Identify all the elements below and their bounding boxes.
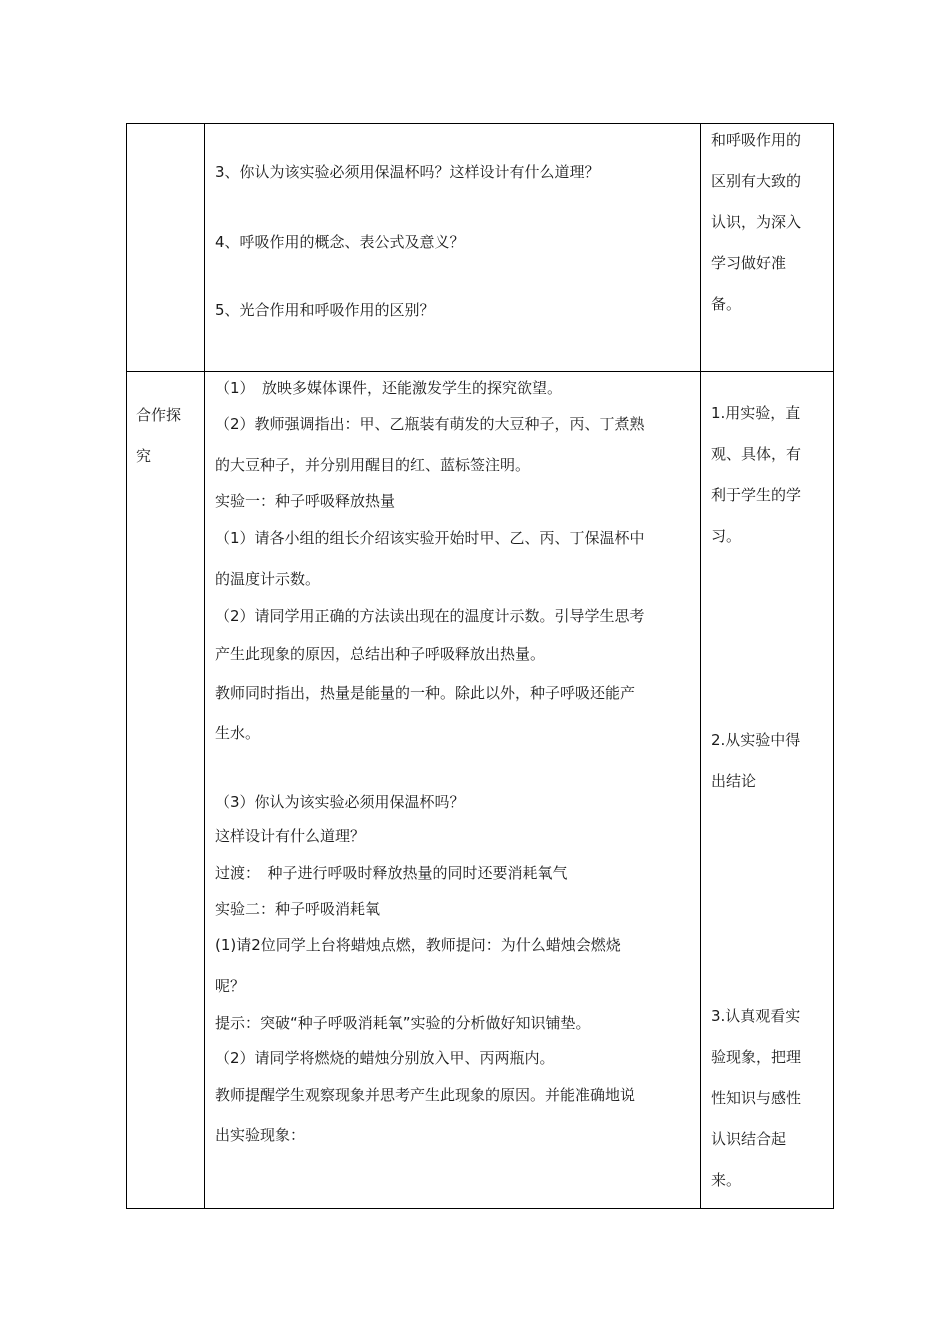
body-line: （3）你认为该实验必须用保温杯吗？ <box>215 793 465 811</box>
body-line: 实验二：种子呼吸消耗氧 <box>215 900 381 918</box>
row2-note-line: 观、具体，有 <box>711 445 802 463</box>
body-line: 的大豆种子，并分别用醒目的红、蓝标签注明。 <box>215 456 531 474</box>
body-line: 呢？ <box>215 977 246 995</box>
body-line: （2）请同学用正确的方法读出现在的温度计示数。引导学生思考 <box>215 607 645 625</box>
row2-note-line: 验现象，把理 <box>711 1048 802 1066</box>
body-line: 教师同时指出，热量是能量的一种。除此以外，种子呼吸还能产 <box>215 684 636 702</box>
body-line: （1）请各小组的组长介绍该实验开始时甲、乙、丙、丁保温杯中 <box>215 529 645 547</box>
body-line: 产生此现象的原因，总结出种子呼吸释放出热量。 <box>215 645 546 663</box>
body-line: （1） 放映多媒体课件，还能激发学生的探究欲望。 <box>215 379 563 397</box>
body-line: 过渡： 种子进行呼吸时释放热量的同时还要消耗氧气 <box>215 864 568 882</box>
row1-note-line: 备。 <box>711 295 742 313</box>
row1-note-line: 学习做好准 <box>711 254 787 272</box>
row1-note-line: 和呼吸作用的 <box>711 131 802 149</box>
question-4: 4、呼吸作用的概念、表公式及意义？ <box>215 233 465 251</box>
section-label-line: 究 <box>136 447 152 465</box>
body-line: (1)请2位同学上台将蜡烛点燃，教师提问：为什么蜡烛会燃烧 <box>215 936 621 954</box>
body-line: （2）教师强调指出：甲、乙瓶装有萌发的大豆种子，丙、丁煮熟 <box>215 415 645 433</box>
table-border-left <box>126 123 127 1209</box>
body-line: 出实验现象： <box>215 1126 306 1144</box>
row2-note-line: 出结论 <box>711 772 757 790</box>
row2-note-line: 习。 <box>711 527 742 545</box>
row-divider <box>126 371 834 372</box>
row2-note-line: 2.从实验中得 <box>711 731 801 749</box>
section-label-line: 合作探 <box>136 406 182 424</box>
body-line: 实验一：种子呼吸释放热量 <box>215 492 396 510</box>
row1-note-line: 认识，为深入 <box>711 213 802 231</box>
column-divider-2 <box>700 123 701 1209</box>
table-border-top <box>126 123 834 124</box>
table-border-bottom <box>126 1208 834 1209</box>
row2-note-line: 认识结合起 <box>711 1130 787 1148</box>
body-line: 生水。 <box>215 724 261 742</box>
column-divider-1 <box>204 123 205 1209</box>
row2-note-line: 3.认真观看实 <box>711 1007 801 1025</box>
row2-note-line: 性知识与感性 <box>711 1089 802 1107</box>
body-line: 这样设计有什么道理？ <box>215 827 366 845</box>
question-3: 3、你认为该实验必须用保温杯吗？这样设计有什么道理？ <box>215 163 600 181</box>
row2-note-line: 利于学生的学 <box>711 486 802 504</box>
body-line: 提示：突破“种子呼吸消耗氧”实验的分析做好知识铺垫。 <box>215 1014 591 1032</box>
row1-note-line: 区别有大致的 <box>711 172 802 190</box>
row2-note-line: 1.用实验，直 <box>711 404 801 422</box>
row2-note-line: 来。 <box>711 1171 742 1189</box>
question-5: 5、光合作用和呼吸作用的区别？ <box>215 301 435 319</box>
body-line: （2）请同学将燃烧的蜡烛分别放入甲、丙两瓶内。 <box>215 1049 555 1067</box>
body-line: 的温度计示数。 <box>215 570 321 588</box>
table-border-right <box>833 123 834 1209</box>
body-line: 教师提醒学生观察现象并思考产生此现象的原因。并能准确地说 <box>215 1086 636 1104</box>
